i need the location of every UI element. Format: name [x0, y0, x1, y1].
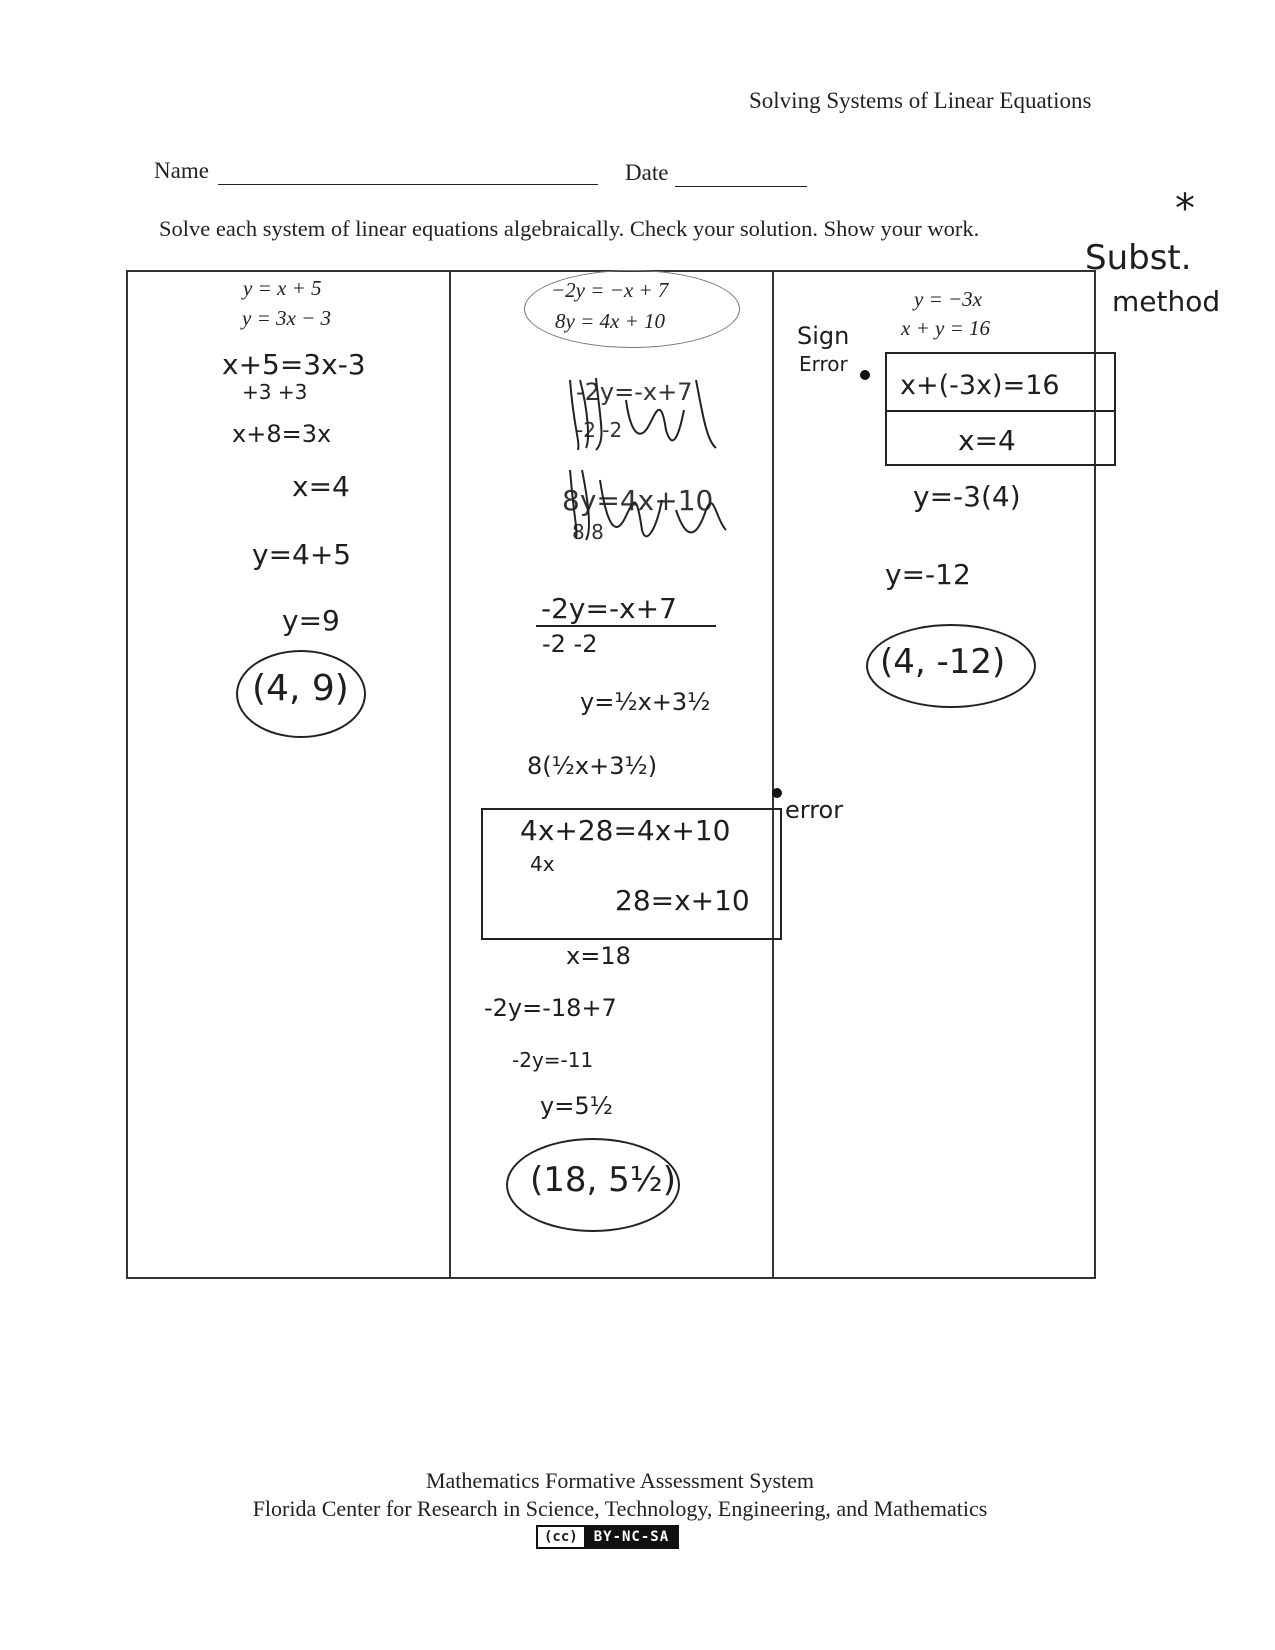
p3-answer: (4, -12)	[880, 642, 1006, 682]
star-mark: *	[1175, 186, 1195, 232]
p3-equation-1: y = −3x	[914, 287, 982, 311]
date-field-line[interactable]	[675, 186, 807, 187]
method-note-line1: Subst.	[1085, 238, 1192, 278]
table-bottom-border	[126, 1277, 1096, 1279]
p1-work-line: x+8=3x	[232, 420, 332, 448]
cc-icon: (cc)	[538, 1527, 586, 1547]
p3-boxed-line: x=4	[958, 424, 1016, 457]
instructions: Solve each system of linear equations algebraically. Check your solution. Show your work.	[159, 216, 980, 241]
p3-equation-2: x + y = 16	[901, 316, 990, 340]
p2-work-line: -2y=-x+7	[541, 592, 677, 625]
license-badge[interactable]	[536, 1525, 679, 1549]
p2-division-bar	[536, 625, 716, 627]
p2-equation-1: −2y = −x + 7	[551, 278, 669, 302]
p2-boxed-line: 4x	[530, 852, 555, 876]
p2-work-after: y=5½	[540, 1092, 613, 1120]
p2-answer: (18, 5½)	[530, 1160, 676, 1200]
p2-equation-2: 8y = 4x + 10	[555, 309, 665, 333]
p3-work-line: y=-3(4)	[913, 480, 1021, 513]
date-label: Date	[625, 160, 669, 185]
license-text: BY-NC-SA	[586, 1527, 677, 1547]
table-left-border	[126, 270, 128, 1278]
p3-boxed-line: x+(-3x)=16	[900, 370, 1060, 401]
p1-work-line: x+5=3x-3	[222, 348, 366, 381]
p3-work-line: y=-12	[885, 558, 971, 591]
name-label: Name	[154, 158, 209, 183]
p1-answer: (4, 9)	[252, 668, 349, 709]
name-field-line[interactable]	[218, 184, 598, 185]
p2-crossed-work: -2y=-x+7	[576, 378, 693, 406]
p2-crossed-work: 8 8	[572, 520, 604, 544]
p2-boxed-line: 28=x+10	[615, 884, 750, 917]
p1-work-line: x=4	[292, 470, 350, 503]
column-divider-2	[772, 270, 774, 1278]
p2-crossed-work: 8y=4x+10	[562, 484, 714, 517]
p1-work-line: +3 +3	[242, 380, 308, 404]
p2-scribble-marks	[566, 370, 746, 560]
footer-line-2: Florida Center for Research in Science, Technology, Engineering, and Mathematics	[252, 1496, 988, 1521]
column-divider-1	[449, 270, 451, 1278]
p2-error-note: error	[785, 796, 844, 824]
p3-error-dot	[860, 370, 870, 380]
p1-equation-2: y = 3x − 3	[242, 306, 331, 330]
p3-box-divider	[885, 410, 1115, 412]
p2-work-after: -2y=-18+7	[484, 994, 617, 1022]
p2-crossed-work: -2 -2	[576, 418, 623, 442]
p2-work-line: 8(½x+3½)	[527, 752, 658, 780]
p2-work-line: y=½x+3½	[580, 688, 711, 716]
method-note-line2: method	[1112, 285, 1221, 318]
worksheet-title: Solving Systems of Linear Equations	[749, 88, 1092, 113]
p2-work-after: x=18	[566, 942, 631, 970]
p2-work-after: -2y=-11	[512, 1048, 594, 1072]
p2-boxed-line: 4x+28=4x+10	[520, 814, 731, 847]
p3-sign-error-note-1: Sign	[797, 322, 850, 350]
p1-work-line: y=9	[282, 604, 340, 637]
p1-equation-1: y = x + 5	[243, 276, 322, 300]
p2-error-dot	[772, 788, 782, 798]
footer-line-1: Mathematics Formative Assessment System	[425, 1468, 815, 1493]
p3-sign-error-note-2: Error	[799, 352, 848, 376]
p2-work-line: -2 -2	[542, 630, 598, 658]
p1-work-line: y=4+5	[252, 538, 352, 571]
